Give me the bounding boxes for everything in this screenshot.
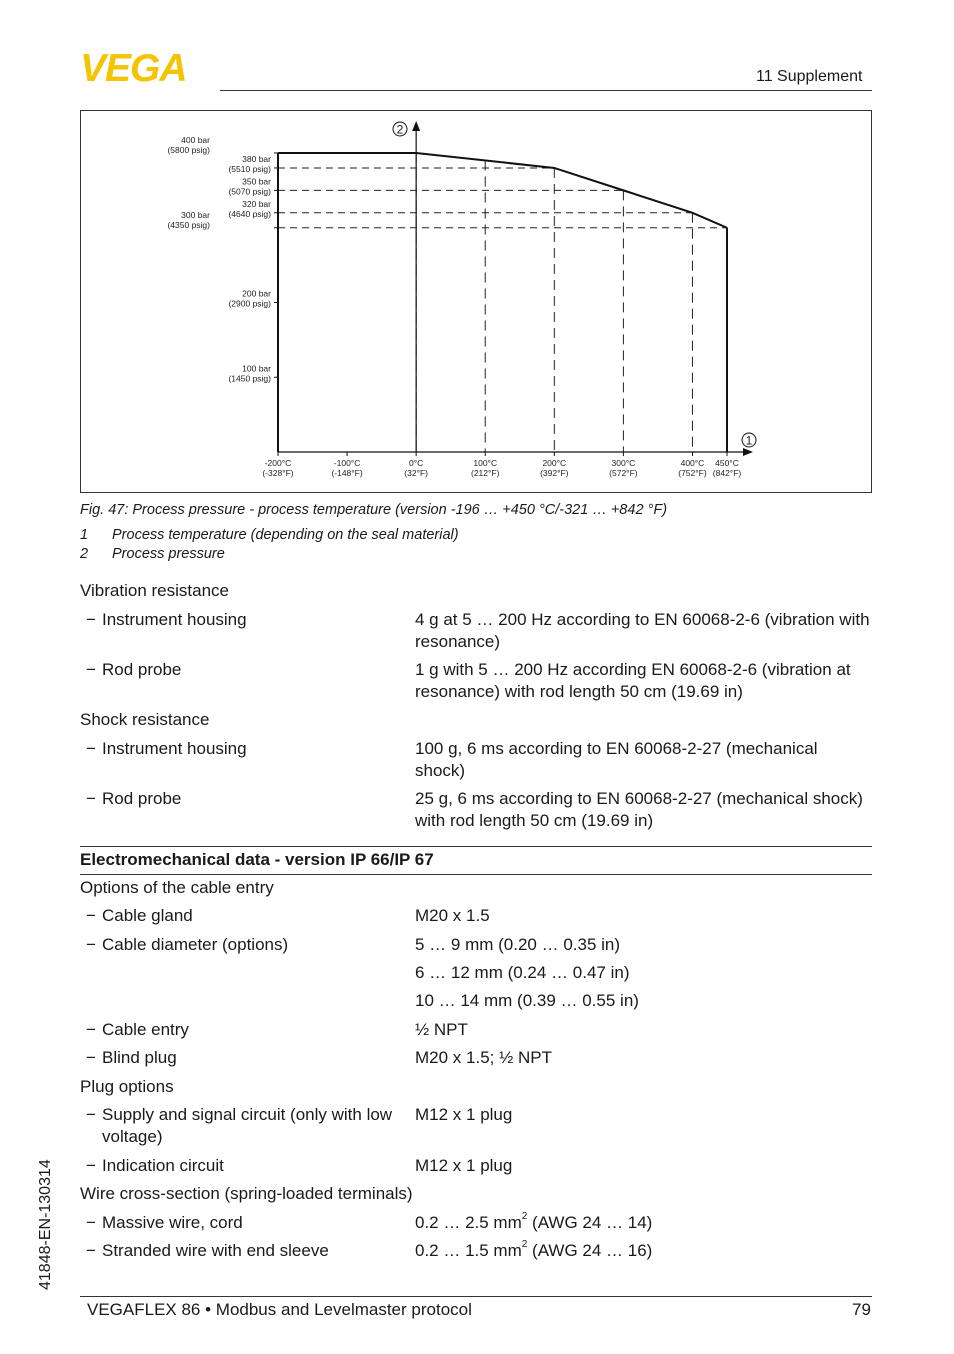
- y-tick-label: 380 bar: [242, 153, 271, 164]
- x-tick-label: 300°C: [611, 458, 636, 468]
- spec-label: Cable gland: [102, 906, 193, 925]
- y-axis-arrow: [412, 121, 420, 131]
- x-tick-label: (392°F): [540, 468, 569, 478]
- spec-value: 0.2 … 2.5 $mm^2$ (AWG 24 … 14): [415, 1211, 653, 1232]
- y-tick-label: (2900 psig): [228, 298, 271, 309]
- spec-value: ½ NPT: [415, 1020, 468, 1039]
- spec-label: Stranded wire with end sleeve: [102, 1241, 329, 1260]
- spec-value: 6 … 12 mm (0.24 … 0.47 in): [415, 963, 630, 982]
- axis-marker-x: 1: [745, 433, 753, 448]
- axis-marker-y: 2: [396, 122, 404, 137]
- spec-label: Wire cross-section (spring-loaded terminals): [80, 1184, 413, 1203]
- spec-label: Instrument housing: [102, 739, 247, 758]
- x-tick-label: 0°C: [409, 458, 424, 468]
- x-tick-label: (572°F): [609, 468, 638, 478]
- y-tick-label: (4640 psig): [228, 208, 271, 219]
- x-tick-label: (752°F): [678, 468, 707, 478]
- y-tick-label: 320 bar: [242, 198, 271, 209]
- footer-rule: [80, 1296, 872, 1297]
- spec-label: Vibration resistance: [80, 581, 229, 600]
- spec-value: 5 … 9 mm (0.20 … 0.35 in): [415, 935, 621, 954]
- spec-label: Options of the cable entry: [80, 878, 274, 897]
- y-tick-label: (1450 psig): [228, 373, 271, 384]
- pressure-temperature-chart: [80, 110, 872, 493]
- y-tick-label: (4350 psig): [167, 219, 210, 230]
- footer-title: VEGAFLEX 86 • Modbus and Levelmaster protocol: [87, 1300, 472, 1319]
- chart-svg: [81, 111, 873, 494]
- spec-value: 0.2 … 1.5 $mm^2$ (AWG 24 … 16): [415, 1239, 653, 1260]
- y-tick-label: (5070 psig): [228, 186, 271, 197]
- y-tick-label: 100 bar: [242, 363, 271, 374]
- section-title: Electromechanical data - version IP 66/IP 67: [80, 850, 434, 869]
- legend-text: Process temperature (depending on the seal material): [112, 527, 459, 543]
- spec-value: M12 x 1 plug: [415, 1156, 513, 1175]
- pressure-curve: [278, 153, 727, 228]
- spec-label: Shock resistance: [80, 710, 210, 729]
- spec-label: Instrument housing: [102, 610, 247, 629]
- x-tick-label: (32°F): [404, 468, 429, 478]
- legend-number: 1: [80, 527, 89, 543]
- spec-value: 10 … 14 mm (0.39 … 0.55 in): [415, 991, 639, 1010]
- spec-value: M20 x 1.5: [415, 906, 490, 925]
- page-number: 79: [852, 1300, 871, 1319]
- spec-value: 4 g at 5 … 200 Hz according to EN 60068-2-6 (vibration with resonance): [415, 610, 870, 651]
- spec-value: 1 g with 5 … 200 Hz according EN 60068-2-6 (vibration at resonance) with rod length 50 cm (19.69 in): [415, 660, 851, 701]
- x-tick-label: (842°F): [712, 468, 742, 478]
- header-rule: [220, 90, 872, 91]
- spec-value: 25 g, 6 ms according to EN 60068-2-27 (mechanical shock) with rod length 50 cm (19.69 in): [415, 789, 863, 830]
- spec-label: Massive wire, cord: [102, 1213, 243, 1232]
- x-tick-label: 450°C: [715, 458, 739, 468]
- x-tick-label: -100°C: [333, 458, 361, 468]
- spec-value: M12 x 1 plug: [415, 1105, 513, 1124]
- x-tick-label: 200°C: [542, 458, 567, 468]
- spec-label: Cable diameter (options): [102, 935, 289, 954]
- x-tick-label: (-328°F): [262, 468, 294, 478]
- vega-logo: [80, 50, 212, 84]
- section-rule: [80, 874, 872, 875]
- x-tick-label: 400°C: [680, 458, 705, 468]
- x-tick-label: (212°F): [471, 468, 500, 478]
- spec-label: Rod probe: [102, 789, 182, 808]
- spec-label: Indication circuit: [102, 1156, 224, 1175]
- section-rule: [80, 846, 872, 847]
- y-tick-label: (5800 psig): [167, 145, 210, 155]
- section-header: 11 Supplement: [756, 68, 863, 85]
- spec-label: Plug options: [80, 1077, 174, 1096]
- y-tick-label: 350 bar: [242, 176, 271, 187]
- x-tick-label: 100°C: [473, 458, 498, 468]
- legend-text: Process pressure: [112, 546, 225, 562]
- y-tick-label: (5510 psig): [228, 163, 271, 174]
- spec-label: Supply and signal circuit (only with low voltage): [102, 1105, 393, 1146]
- x-tick-label: (-148°F): [331, 468, 363, 478]
- y-tick-label: 200 bar: [242, 288, 271, 299]
- figure-caption: Fig. 47: Process pressure - process temperature (version -196 … +450 °C/-321 … +842 °F): [80, 502, 668, 518]
- spec-label: Rod probe: [102, 660, 182, 679]
- x-tick-label: -200°C: [264, 458, 292, 468]
- superscript: 2: [521, 1239, 528, 1251]
- document-id: 41848-EN-130314: [37, 1159, 54, 1290]
- spec-label: Cable entry: [102, 1020, 189, 1039]
- superscript: 2: [521, 1211, 528, 1223]
- x-axis-arrow: [743, 448, 753, 456]
- spec-label: Blind plug: [102, 1048, 177, 1067]
- spec-value: 100 g, 6 ms according to EN 60068-2-27 (mechanical shock): [415, 739, 818, 780]
- y-tick-label: 400 bar: [181, 135, 210, 145]
- spec-value: M20 x 1.5; ½ NPT: [415, 1048, 552, 1067]
- legend-number: 2: [80, 546, 89, 562]
- y-tick-label: 300 bar: [181, 209, 210, 220]
- logo-text: VEGA: [80, 50, 187, 84]
